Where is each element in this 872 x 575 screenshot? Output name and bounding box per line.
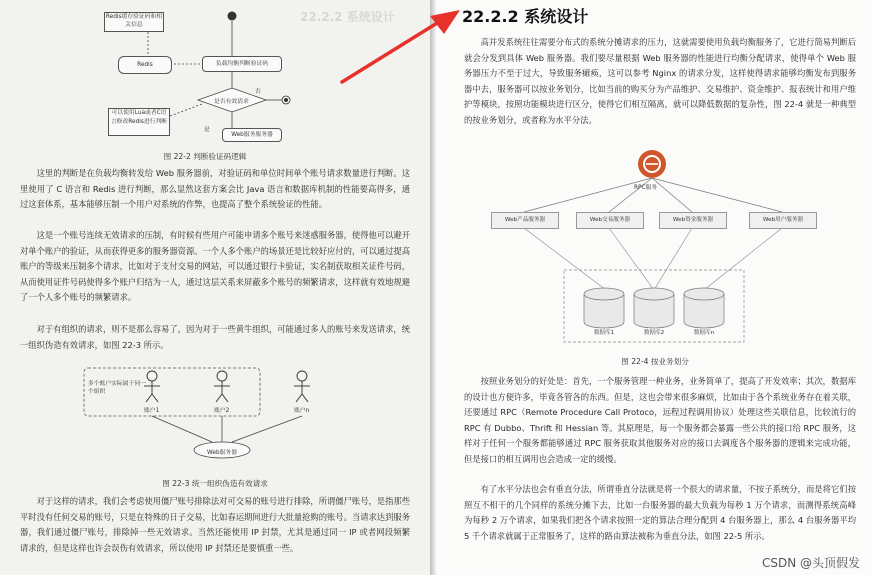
redis-box: Redis xyxy=(118,56,172,74)
caption-22-2: 图 22-2 判断验证码逻辑 xyxy=(163,152,247,161)
organization-note: 多个账户实际属于同一个组织 xyxy=(88,381,146,395)
decision-yes-label: 是 xyxy=(204,127,210,133)
web-server-label: Web服务器 xyxy=(206,450,238,456)
actor-figure xyxy=(294,371,310,402)
arrow-head xyxy=(430,10,460,34)
paragraph-2: 这是一个账号连续无效请求的压制，有时候有些用户可能申请多个账号来迷惑服务器，使得他可以避开对单个账户的验证，从而获得更多的服务器资源。一个人多个账户的场景还是比较好应付的，可以通过提高账户的等级来压制多个请求，比如对于支付交易的网站，可以通过银行卡验证，实名制获取相关证件号码，从而使用证件号码使得多个账户归结为一人，通过这层关系来屏蔽多个账号的频繁请求，这样就有效地规避了一个人多个账号的频繁请求。 xyxy=(20,230,410,303)
ghost-header: 22.2.2 系统设计 xyxy=(300,10,395,24)
database-cylinder xyxy=(684,288,724,328)
caption-22-4: 图 22-4 按业务划分 xyxy=(621,357,689,366)
db-label-1: 数据库1 xyxy=(593,330,615,336)
paragraph-3: 对于有组织的请求，则不是那么容易了，因为对于一些黄牛组织，可能通过多人的账号来发送请求，统一组织伪造有效请求，如图 22-3 所示。 xyxy=(20,324,410,350)
db-label-n: 数据库n xyxy=(693,330,715,336)
decision-label: 是否有效请求 xyxy=(214,99,249,105)
decision-no-label: 否 xyxy=(255,89,261,95)
web-server-box: Web服务服务器 xyxy=(222,128,282,142)
paragraph-benefits: 按照业务划分的好处是：首先，一个服务管理一种业务，业务简单了，提高了开发效率；其次，数据库的设计也方便许多，毕竟各管各的东西。但是，这也会带来很多麻烦，比如由于各个系统业务存在着关联，还要通过 RPC（Remote Procedure Call Protoco，远程过程调用协议）处理这些关联信息，比较流行的 RPC 有 Dubbo、Thrift 和 Hessian 等。其原理是，每一个服务都会暴露一些公共的接口给 RPC 服务，这样对于任何一个服务都能够通过 RPC 服务获取其他服务对应的接口去调度各个服务器的逻辑来完成功能，但是接口的相互调用也会造成一定的缓慢。 xyxy=(464,376,856,464)
redis-note-box: Redis缓存验证码和相关信息 xyxy=(104,12,164,32)
server-user: Web用户服务器 xyxy=(749,212,817,229)
server-product: Web产品服务器 xyxy=(491,212,559,229)
intro-paragraph: 高并发系统往往需要分布式的系统分摊请求的压力，这就需要使用负载均衡服务了，它进行简易判断后就会分发到具体 Web 服务器。我们要尽量根据 Web 服务器的性能进行均衡分配请求，使得单个 Web 服务器压力不至于过大，导致服务瘫痪，这可以参考 Nginx 的请求分发，这样使得请求能够均衡发布到服务器中去，服务器可以按业务划分，比如当前的购买分为产品维护、交易维护、资金维护、报表统计和用户维护等模块，按照功能模块进行区分，使得它们相互隔离，就可以降低数据的复杂性，图 22-4 就是一种典型的按业务划分，或者称为水平分法。 xyxy=(464,37,856,125)
actor-figure xyxy=(214,371,230,402)
lua-note-box: 可以使用Lua或者C语言修改Redis进行判断 xyxy=(108,108,170,136)
section-heading: 22.2.2 系统设计 xyxy=(462,7,589,26)
database-cylinder xyxy=(634,288,674,328)
server-fund: Web资金服务器 xyxy=(659,212,727,229)
check-box: 负载均衡判断验证码 xyxy=(202,56,282,72)
server-trade: Web交易服务器 xyxy=(576,212,644,229)
caption-22-3: 图 22-3 统一组织伪造有效请求 xyxy=(162,479,268,488)
red-arrow-annotation xyxy=(330,0,470,95)
flow-start-node xyxy=(228,12,237,21)
arrow-shaft xyxy=(342,20,442,82)
actor-label-2: 账户2 xyxy=(214,408,230,414)
figure-22-4 xyxy=(486,142,846,354)
rpc-label: RPC服务 xyxy=(634,185,658,191)
paragraph-4: 对于这样的请求，我们会考虑使用僵尸账号排除法对可交易的账号进行排除，所谓僵尸账号，是指那些平时没有任何交易的账号，只是在特殊的日子交易，比如春运期间进行大批量抢购的账号。当请求达到服务器，我们通过僵尸账号，排除掉一些无效请求。当然还能使用 IP 封禁，尤其是通过同一 IP 或者网段频繁请求的，但是这样也许会误伤有效请求，所以使用 IP 封禁还是要慎重一些。 xyxy=(20,496,410,553)
paragraph-vertical: 有了水平分法也会有垂直分法，所谓垂直分法就是将一个很大的请求量，不按子系统分，而是将它们按照互不相干的几个同样的系统分摊下去，比如一台服务器的最大负载为每秒 1 万个请求，而测得系统高峰为每秒 2 万个请求，如果我们把各个请求按照一定的算法合理分配到 4 台服务器上，那么 4 台服务器平均 5 千个请求就属于正常服务了，这样的路由算法被称为垂直分法，如图 22-5 所示。 xyxy=(464,484,856,541)
db-label-2: 数据库2 xyxy=(643,330,665,336)
csdn-watermark: CSDN @头顶假发 xyxy=(761,556,860,570)
actor-label-n: 账户n xyxy=(294,408,310,414)
paragraph-1: 这里的判断是在负载均衡转发给 Web 服务器前，对验证码和单位时间单个账号请求数量进行判断。这里使用了 C 语言和 Redis 进行判断，那么显然这套方案会比 Java 语言和数据库机制的性能要高得多，通过这套体系，基本能够压制一个用户对系统的作弊，也提高了整个系统验证的性能。 xyxy=(20,168,410,210)
actor-label-1: 账户1 xyxy=(144,408,160,414)
database-cylinder xyxy=(584,288,624,328)
